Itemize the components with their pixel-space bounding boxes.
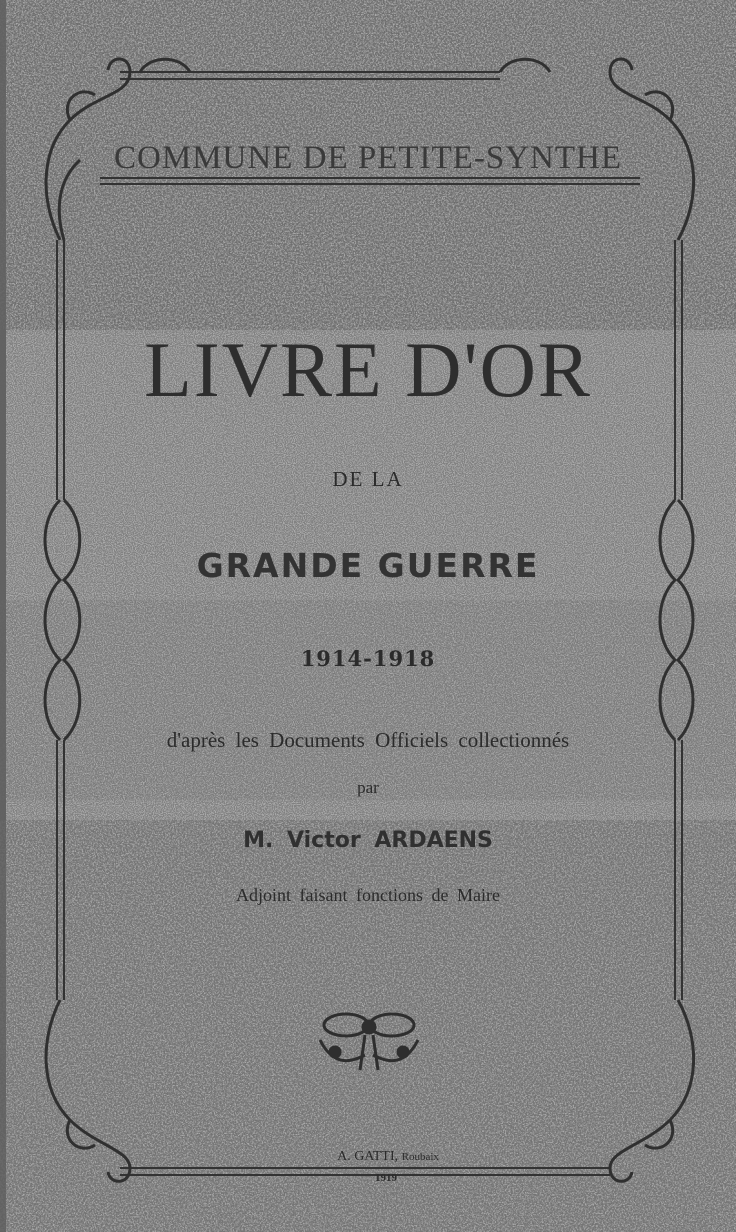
- war-years: 1914-1918: [300, 646, 436, 671]
- commune-heading: COMMUNE DE PETITE-SYNTHE: [114, 140, 622, 176]
- printer-city: Roubaix: [401, 1151, 439, 1163]
- author-name: M. Victor ARDAENS: [243, 828, 493, 853]
- book-title: LIVRE D'OR: [144, 326, 592, 413]
- subtitle-grande-guerre: GRANDE GUERRE: [196, 546, 540, 585]
- printer-name: A. GATTI,: [337, 1149, 399, 1164]
- print-year: 1919: [375, 1172, 397, 1184]
- par-label: par: [357, 778, 379, 797]
- printer-line: [20, 1149, 736, 1165]
- subtitle-de-la: DE LA: [332, 467, 404, 491]
- author-role: Adjoint faisant fonctions de Maire: [236, 885, 500, 905]
- source-line: d'après les Documents Officiels collectionnés: [166, 728, 570, 752]
